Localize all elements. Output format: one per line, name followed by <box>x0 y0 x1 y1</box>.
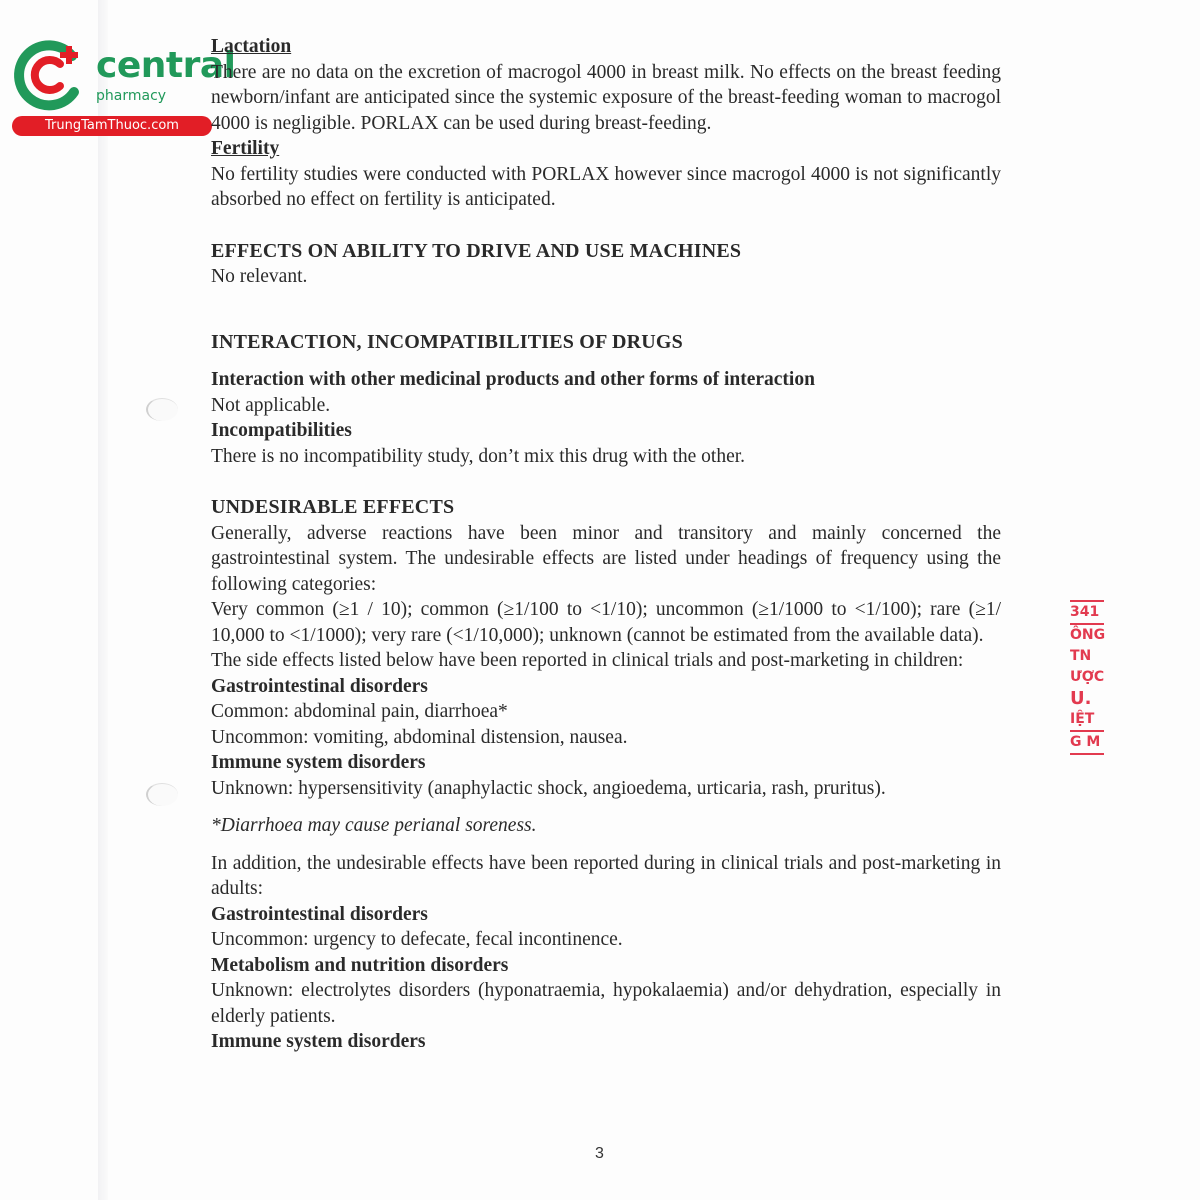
lactation-text: There are no data on the excretion of macrogol 4000 in breast milk. No effects on the breast feeding newborn/infant are anticipated since the systemic exposure of the breast-feeding woman to macrogol 4000 is negligible. PORLAX can be used during breast-feeding. <box>211 61 1001 134</box>
children-intro: The side effects listed below have been reported in clinical trials and post-marketing in children: <box>211 650 964 671</box>
adults-immune-heading: Immune system disorders <box>211 1031 426 1052</box>
stamp-line: G M <box>1070 730 1104 755</box>
page-number: 3 <box>595 1145 604 1162</box>
stamp-line: U. <box>1070 688 1092 709</box>
stamp-line: TN <box>1070 648 1092 664</box>
fertility-heading: Fertility <box>211 138 280 159</box>
punch-hole-top <box>146 398 178 421</box>
incompatibilities-subheading: Incompatibilities <box>211 420 352 441</box>
children-gi-uncommon: Uncommon: vomiting, abdominal distension, nausea. <box>211 726 628 748</box>
children-immune-heading: Immune system disorders <box>211 752 426 773</box>
diarrhoea-footnote: *Diarrhoea may cause perianal soreness. <box>211 815 537 836</box>
stamp-line: ƯỢC <box>1070 669 1105 685</box>
lactation-heading: Lactation <box>211 36 292 57</box>
interactions-heading: INTERACTION, INCOMPATIBILITIES OF DRUGS <box>211 330 683 353</box>
stamp-line: 341 <box>1070 600 1104 625</box>
logo-brand: central <box>96 45 236 86</box>
undesirable-intro: Generally, adverse reactions have been minor and transitory and mainly concerned the gastrointestinal system. The undesirable effects are listed under headings of frequency using the following categories: <box>211 522 1001 595</box>
punch-hole-bottom <box>146 783 178 806</box>
logo-subtitle: pharmacy <box>96 88 167 104</box>
binder-margin <box>98 0 108 1200</box>
adults-gi-uncommon: Uncommon: urgency to defecate, fecal incontinence. <box>211 929 623 950</box>
stamp-line: ÔNG <box>1070 627 1106 643</box>
red-approval-stamp <box>1070 600 1104 780</box>
stamp-line: IỆT <box>1070 711 1095 727</box>
children-immune-unknown: Unknown: hypersensitivity (anaphylactic shock, angioedema, urticaria, rash, pruritus). <box>211 777 886 799</box>
adults-metabolism-unknown: Unknown: electrolytes disorders (hyponatraemia, hypokalaemia) and/or dehydration, especially in elderly patients. <box>211 980 1001 1027</box>
interaction-text: Not applicable. <box>211 394 331 416</box>
undesirable-heading: UNDESIRABLE EFFECTS <box>211 496 455 518</box>
document-body <box>211 34 1001 1055</box>
incompatibilities-text: There is no incompatibility study, don’t mix this drug with the other. <box>211 445 746 467</box>
children-gi-common: Common: abdominal pain, diarrhoea* <box>211 701 508 722</box>
adults-gi-heading: Gastrointestinal disorders <box>211 903 428 925</box>
driving-text: No relevant. <box>211 266 308 287</box>
driving-heading: EFFECTS ON ABILITY TO DRIVE AND USE MACHINES <box>211 239 742 262</box>
fertility-text: No fertility studies were conducted with PORLAX however since macrogol 4000 is not significantly absorbed no effect on fertility is anticipated. <box>211 163 1001 210</box>
logo-website: TrungTamThuoc.com <box>12 116 212 136</box>
adults-intro: In addition, the undesirable effects have been reported during in clinical trials and post-marketing in adults: <box>211 852 1001 899</box>
central-pharmacy-logo <box>8 36 236 136</box>
pharmacy-cross-icon <box>10 36 88 114</box>
children-gi-heading: Gastrointestinal disorders <box>211 675 428 697</box>
interaction-subheading: Interaction with other medicinal products and other forms of interaction <box>211 369 815 390</box>
frequency-categories: Very common (≥1 / 10); common (≥1/100 to <1/10); uncommon (≥1/1000 to <1/100); rare (≥1/ 10,000 to <1/1000); very rare (<1/10,000); unknown (cannot be estimated from the available data). <box>211 599 1001 646</box>
adults-metabolism-heading: Metabolism and nutrition disorders <box>211 954 509 976</box>
